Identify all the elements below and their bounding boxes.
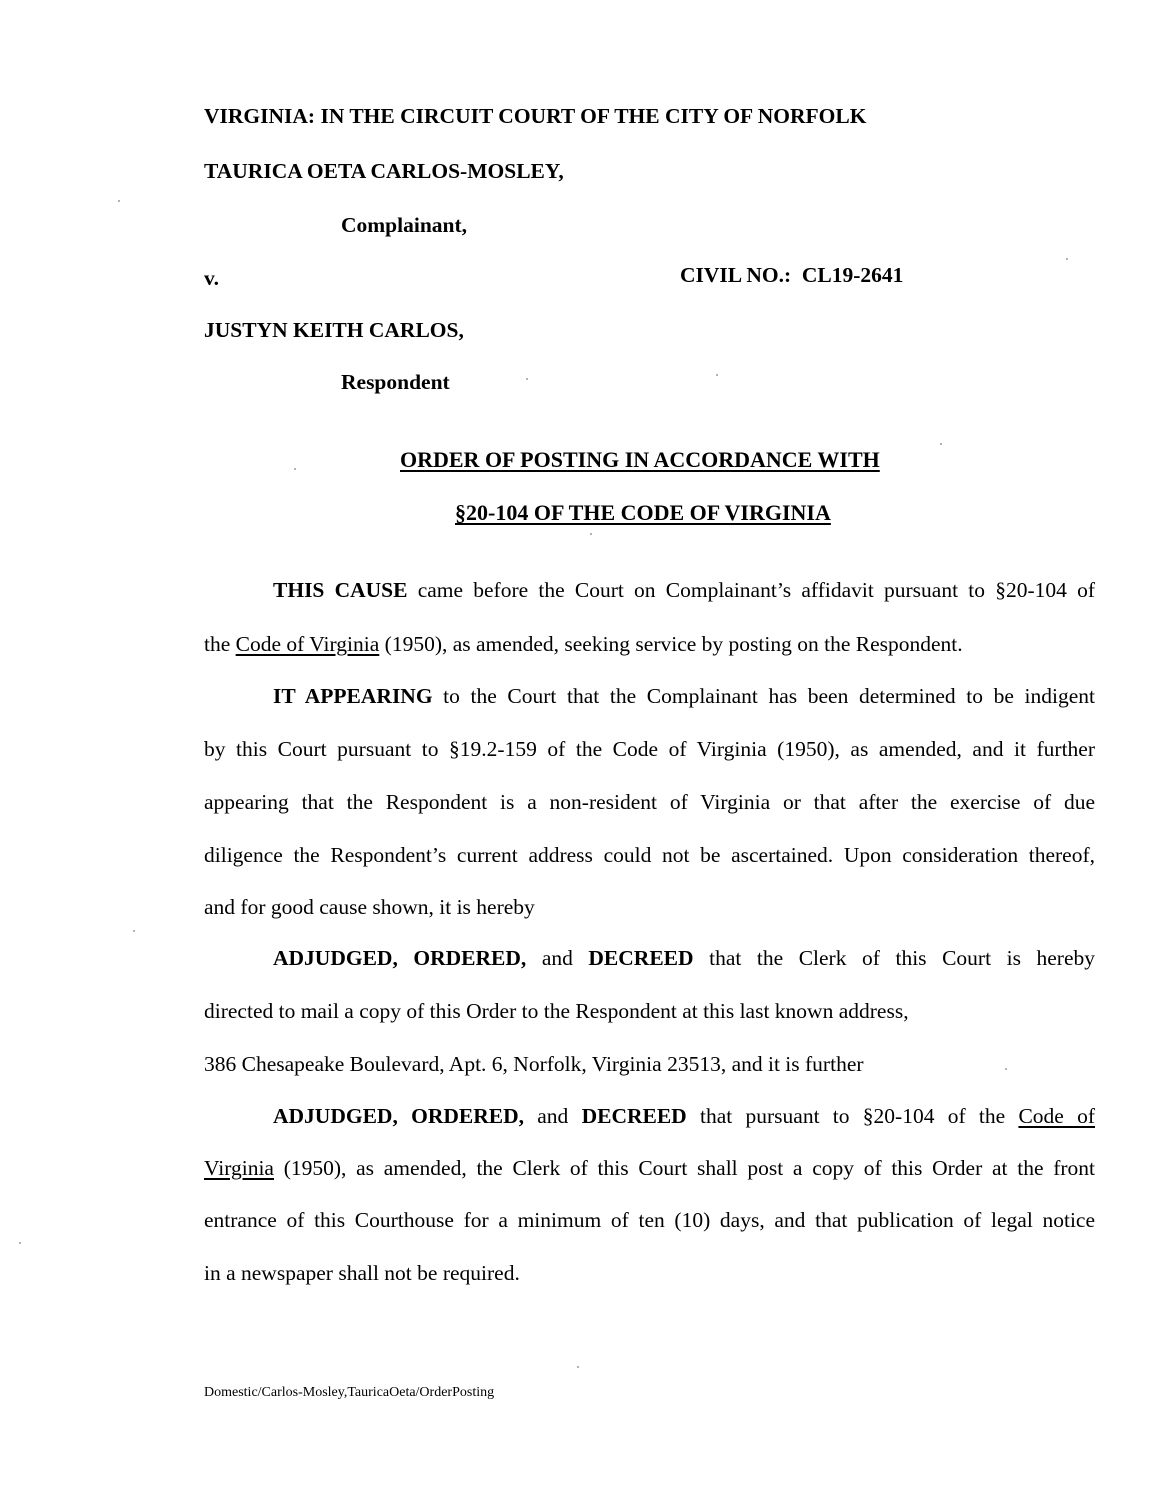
order-title-line-1: ORDER OF POSTING IN ACCORDANCE WITH xyxy=(400,447,880,472)
respondent-name: JUSTYN KEITH CARLOS, xyxy=(204,318,464,342)
complainant-name: TAURICA OETA CARLOS-MOSLEY, xyxy=(204,159,564,183)
para2-line-5: and for good cause shown, it is hereby xyxy=(204,895,535,919)
scan-speck xyxy=(940,443,942,445)
civil-number xyxy=(680,261,903,289)
para4-line-4: in a newspaper shall not be required. xyxy=(204,1261,520,1285)
para2-line-1: IT APPEARING to the Court that the Complainant has been determined to be indigent xyxy=(273,684,1095,708)
scan-speck xyxy=(716,374,718,376)
civil-number-label: CIVIL NO.: xyxy=(680,263,792,287)
para1-lead: THIS CAUSE xyxy=(273,578,408,602)
para2-line-3: appearing that the Respondent is a non-resident of Virginia or that after the exercise of due xyxy=(204,790,1095,814)
scan-speck xyxy=(1066,258,1068,260)
para2-line-4: diligence the Respondent’s current address could not be ascertained. Upon consideration thereof, xyxy=(204,843,1095,867)
scan-speck xyxy=(133,930,135,932)
scan-speck xyxy=(294,468,296,470)
respondent-role: Respondent xyxy=(341,370,450,394)
para1-line-1: THIS CAUSE came before the Court on Complainant’s affidavit pursuant to §20-104 of xyxy=(273,578,1095,602)
para3-line-1: ADJUDGED, ORDERED, and DECREED that the Clerk of this Court is hereby xyxy=(273,946,1095,970)
scan-speck xyxy=(118,200,120,202)
code-of-virginia-ref: Code of Virginia xyxy=(235,632,380,656)
civil-number-value: CL19-2641 xyxy=(801,263,904,287)
para4-line-1: ADJUDGED, ORDERED, and DECREED that pursuant to §20-104 of the Code of xyxy=(273,1104,1096,1128)
para1-line-2: the Code of Virginia (1950), as amended, seeking service by posting on the Respondent. xyxy=(204,632,963,656)
para3-line-2: directed to mail a copy of this Order to the Respondent at this last known address, xyxy=(204,999,909,1023)
para2-line-2: by this Court pursuant to §19.2-159 of the Code of Virginia (1950), as amended, and it further xyxy=(204,737,1095,761)
para4-line-3: entrance of this Courthouse for a minimum of ten (10) days, and that publication of legal notice xyxy=(204,1208,1095,1232)
versus: v. xyxy=(204,266,219,290)
scan-speck xyxy=(19,1242,21,1244)
footer-file-path: Domestic/Carlos-Mosley,TauricaOeta/OrderPosting xyxy=(204,1385,495,1400)
para2-lead: IT APPEARING xyxy=(273,684,433,708)
scan-speck xyxy=(526,378,528,380)
para4-line-2: Virginia (1950), as amended, the Clerk of this Court shall post a copy of this Order at the front xyxy=(204,1156,1095,1180)
scan-speck xyxy=(590,533,592,535)
order-title-line-2: §20-104 OF THE CODE OF VIRGINIA xyxy=(455,500,831,525)
court-line: VIRGINIA: IN THE CIRCUIT COURT OF THE CITY OF NORFOLK xyxy=(204,104,867,128)
para3-address-line: 386 Chesapeake Boulevard, Apt. 6, Norfolk, Virginia 23513, and it is further xyxy=(204,1052,864,1076)
complainant-role: Complainant, xyxy=(341,213,468,237)
scan-speck xyxy=(577,1366,579,1368)
scan-speck xyxy=(1005,1068,1007,1070)
